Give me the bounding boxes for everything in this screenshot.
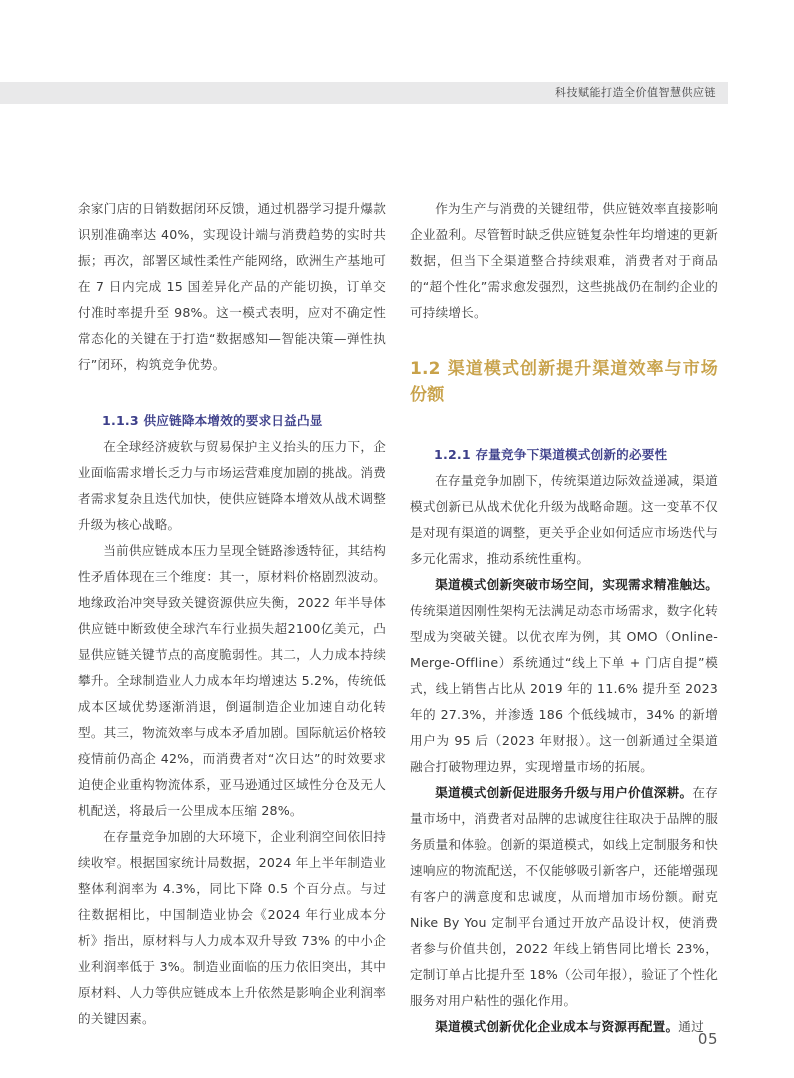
subsection-heading-1-1-3: 1.1.3 供应链降本增效的要求日益凸显	[102, 413, 323, 428]
paragraph: 当前供应链成本压力呈现全链路渗透特征，其结构性矛盾体现在三个维度：其一，原材料价格剧烈波动。地缘政治冲突导致关键资源供应失衡，2022 年半导体供应链中断致使全球汽车行业损失超2100亿美元，凸显供应链关键节点的高度脆弱性。其二，人力成本持续攀升。全球制造业人力成本年均增速达 5.2%，传统低成本区域优势逐渐消退，倒逼制造企业加速自动化转型。其三，物流效率与成本矛盾加剧。国际航运价格较疫情前仍高企 42%，而消费者对“次日达”的时效要求迫使企业重构物流体系，亚马逊通过区域性分仓及无人机配送，将最后一公里成本压缩 28%。	[78, 543, 386, 818]
paragraph-body: 通过	[678, 1019, 704, 1034]
paragraph: 作为生产与消费的关键纽带，供应链效率直接影响企业盈利。尽管暂时缺乏供应链复杂性年均增速的更新数据，但当下全渠道整合持续艰难，消费者对于商品的“超个性化”需求愈发强烈，这些挑战仍在制约企业的可持续增长。	[410, 201, 718, 320]
left-column	[78, 196, 386, 1032]
paragraph-lead: 渠道模式创新优化企业成本与资源再配置。	[435, 1019, 679, 1034]
subsection-heading-1-2-1: 1.2.1 存量竞争下渠道模式创新的必要性	[434, 447, 668, 462]
paragraph-lead: 渠道模式创新突破市场空间，实现需求精准触达。	[435, 577, 718, 592]
paragraph	[410, 780, 718, 1014]
paragraph	[410, 572, 718, 780]
right-column	[410, 196, 718, 1040]
page-number: 05	[697, 1030, 718, 1048]
paragraph: 在存量竞争加剧的大环境下，企业利润空间依旧持续收窄。根据国家统计局数据，2024 年上半年制造业整体利润率为 4.3%，同比下降 0.5 个百分点。与过往数据相比，中国制造业协会《2024 年行业成本分析》指出，原材料与人力成本双升导致 73% 的中小企业利润率低于 3%。制造业面临的压力依旧突出，其中原材料、人力等供应链成本上升依然是影响企业利润率的关键因素。	[78, 829, 386, 1026]
section-heading-1-2: 1.2 渠道模式创新提升渠道效率与市场份额	[410, 359, 718, 405]
paragraph: 在存量竞争加剧下，传统渠道边际效益递减，渠道模式创新已从战术优化升级为战略命题。这一变革不仅是对现有渠道的调整，更关乎企业如何适应市场迭代与多元化需求，推动系统性重构。	[410, 473, 718, 566]
paragraph: 在全球经济疲软与贸易保护主义抬头的压力下，企业面临需求增长乏力与市场运营难度加剧的挑战。消费者需求复杂且迭代加快，使供应链降本增效从战术调整升级为核心战略。	[78, 439, 386, 532]
paragraph-lead: 渠道模式创新促进服务升级与用户价值深耕。	[435, 785, 693, 800]
running-header-title: 科技赋能打造全价值智慧供应链	[555, 86, 716, 99]
paragraph: 余家门店的日销数据闭环反馈，通过机器学习提升爆款识别准确率达 40%，实现设计端与消费趋势的实时共振；再次，部署区域性柔性产能网络，欧洲生产基地可在 7 日内完成 15 国差异化产品的产能切换，订单交付准时率提升至 98%。这一模式表明，应对不确定性常态化的关键在于打造“数据感知—智能决策—弹性执行”闭环，构筑竞争优势。	[78, 201, 386, 372]
paragraph	[410, 1014, 718, 1040]
paragraph-body: 在存量市场中，消费者对品牌的忠诚度往往取决于品牌的服务质量和体验。创新的渠道模式，如线上定制服务和快速响应的物流配送，不仅能够吸引新客户，还能增强现有客户的满意度和忠诚度，从而增加市场份额。耐克 Nike By You 定制平台通过开放产品设计权，使消费者参与价值共创，2022 年线上销售同比增长 23%，定制订单占比提升至 18%（公司年报），验证了个性化服务对用户粘性的强化作用。	[410, 785, 718, 1008]
header-band	[0, 82, 728, 104]
paragraph-body: 传统渠道因刚性架构无法满足动态市场需求，数字化转型成为突破关键。以优衣库为例，其 OMO（Online-Merge-Offline）系统通过“线上下单 + 门店自提”模式，线上销售占比从 2019 年的 11.6% 提升至 2023 年的 27.3%，并渗透 186 个低线城市，34% 的新增用户为 95 后（2023 年财报）。这一创新通过全渠道融合打破物理边界，实现增量市场的拓展。	[410, 603, 718, 774]
